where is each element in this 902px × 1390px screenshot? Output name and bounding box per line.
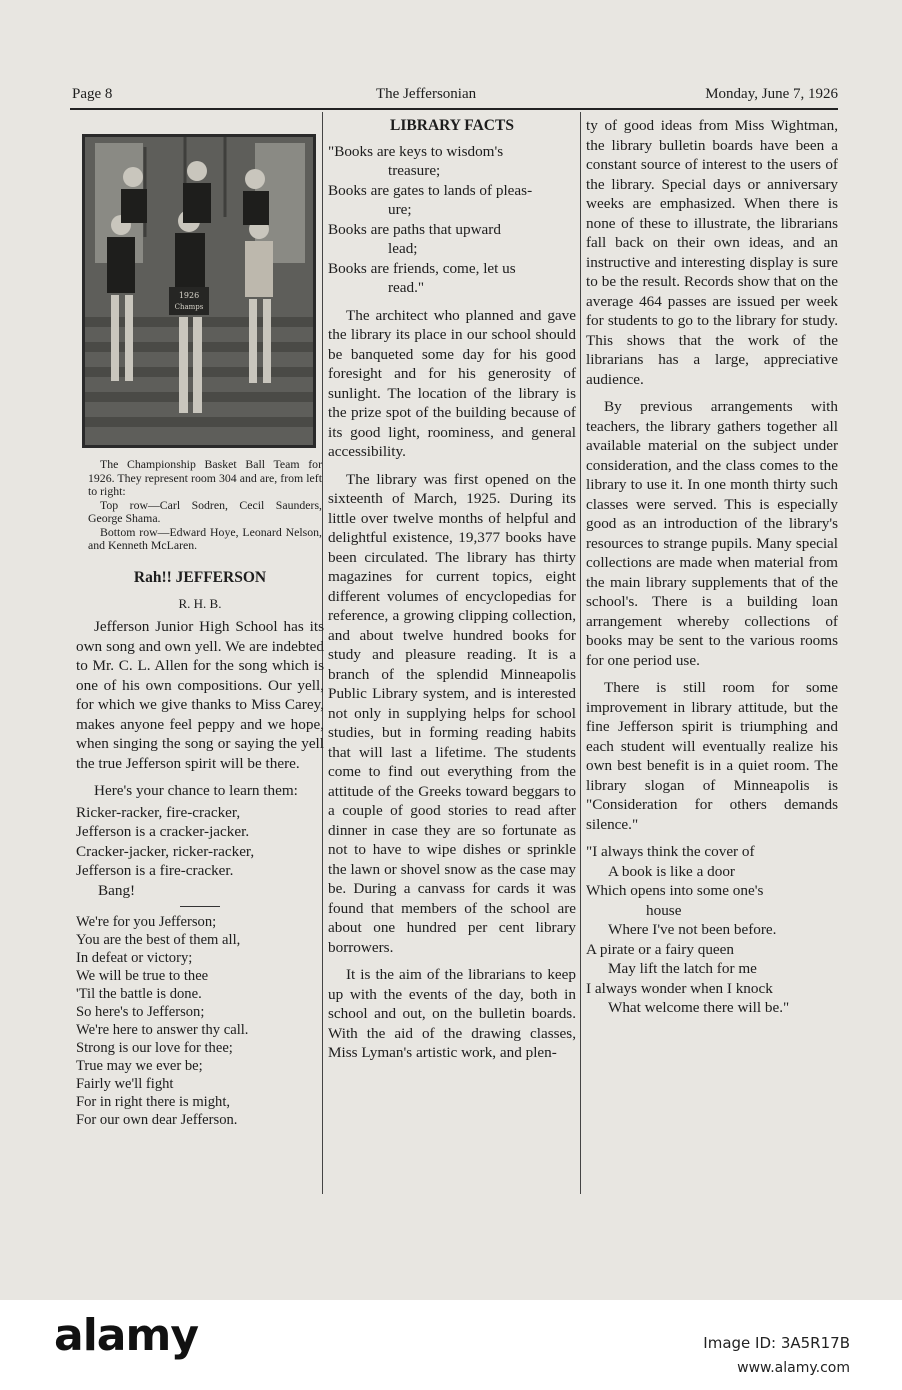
poem-line: Which opens into some one's bbox=[586, 882, 764, 899]
ball-label: Champs bbox=[174, 303, 204, 311]
door-poem bbox=[586, 842, 838, 1018]
verse-line: "Books are keys to wisdom's bbox=[328, 142, 504, 160]
library-verse bbox=[328, 142, 576, 298]
ball-year: 1926 bbox=[178, 291, 200, 300]
song-line: Strong is our love for thee; bbox=[76, 1040, 233, 1056]
song-line: So here's to Jefferson; bbox=[76, 1004, 205, 1020]
song-line: For our own dear Jefferson. bbox=[76, 1112, 238, 1128]
team-photo bbox=[82, 134, 316, 448]
article-paragraph: Here's your chance to learn them: bbox=[94, 782, 298, 799]
song-line: We will be true to thee bbox=[76, 968, 209, 984]
article-paragraph: The architect who planned and gave the library its place in our school should be banqueted some day for his good foresight and for his generosity of sunlight. The location of the library is the prize spot of the building because of its good light, roominess, and general accessibility. bbox=[328, 306, 576, 460]
yell-line: Cracker-jacker, ricker-racker, bbox=[76, 842, 255, 860]
verse-line: treasure; bbox=[388, 162, 441, 179]
caption-bottom-row: Bottom row—Edward Hoye, Leonard Nelson, and Kenneth McLaren. bbox=[88, 524, 322, 552]
library-facts-continued bbox=[586, 116, 838, 1018]
article-title: Rah!! JEFFERSON bbox=[133, 569, 267, 586]
article-paragraph: The library was first opened on the sixteenth of March, 1925. During its little over twelve months of helpful and delightful existence, 19,377 books have been circulated. The library has thirty magazines for current topics, eight different volumes of encyclopedias for reference, a growing clipping collection, and about twelve hundred books for study and pleasure reading. It is a branch of the splendid Minneapolis Public Library system, and is interested not only in supplying helps for school studies, but in forming reading habits that will last a lifetime. The students come to find out everything from the attitude of the Greeks toward beggars to a couple of good stories to read after dinner in case they are so fortunate as not to have to wipe dishes or sprinkle the lawn or shovel snow as the case may be. During a canvass for cards it was found that members of the school are about one hundred per cent library borrowers. bbox=[328, 470, 576, 956]
school-song bbox=[76, 913, 324, 1129]
verse-line: ure; bbox=[388, 201, 412, 218]
article-paragraph: By previous arrangements with teachers, the library gathers together all available material on the subject under consideration, and the class comes to the library to use it. In one month thirty such classes were served. This is especially good as an introduction of the library's resources to strange pupils. Many special collections are made when material from the main library supplements that of the school's. There is a building loan arrangement whereby collections of books may be sent to the various rooms for one period use. bbox=[586, 398, 838, 669]
poem-line: house bbox=[646, 901, 682, 919]
poem-line: What welcome there will be." bbox=[608, 999, 790, 1016]
song-line: In defeat or victory; bbox=[76, 950, 193, 966]
column-divider bbox=[580, 112, 581, 1194]
caption-text: The Championship Basket Ball Team for 1926. They represent room 304 and are, from left to right: bbox=[88, 457, 322, 498]
article-paragraph: Jefferson Junior High School has its own song and own yell. We are indebted to Mr. C. L. Allen for the song which is one of his own compositions. Our yell, for which we give thanks to Miss Carey, makes anyone feel peppy and we hope, when singing the song or saying the yell the true Jefferson spirit will be there. bbox=[76, 618, 324, 772]
poem-line: I always wonder when I knock bbox=[586, 979, 773, 997]
issue-date: Monday, June 7, 1926 bbox=[705, 86, 838, 102]
poem-line: A book is like a door bbox=[608, 862, 735, 880]
verse-line: Books are gates to lands of pleas- bbox=[328, 181, 533, 199]
image-id: Image ID: 3A5R17B bbox=[703, 1334, 850, 1352]
poem-line: Where I've not been before. bbox=[608, 921, 777, 938]
team-photo-illustration bbox=[85, 137, 313, 445]
article-paragraph: ty of good ideas from Miss Wightman, the library bulletin boards have been a constant source of interest to the users of the library. Special days or anniversary weeks are emphasized. When there is none of these to illustrate, the librarians fall back on their own ideas, and an instructive and interesting display is sure to be the result. Records show that on the average 464 passes are issued per week for students to go to the library for study. This shows that the work of the librarians has a large, appreciative audience. bbox=[586, 117, 838, 388]
article-title: LIBRARY FACTS bbox=[390, 117, 514, 134]
poem-line: "I always think the cover of bbox=[586, 843, 755, 860]
alamy-logo: alamy bbox=[54, 1310, 198, 1361]
school-yell bbox=[76, 803, 324, 901]
yell-line: Ricker-racker, fire-cracker, bbox=[76, 803, 241, 821]
yell-line: Bang! bbox=[98, 881, 136, 899]
article-byline: R. H. B. bbox=[178, 595, 222, 611]
yell-line: Jefferson is a fire-cracker. bbox=[76, 862, 234, 879]
song-line: We're for you Jefferson; bbox=[76, 914, 217, 930]
song-line: Fairly we'll fight bbox=[76, 1076, 174, 1092]
header-rule bbox=[70, 108, 838, 110]
page-header bbox=[72, 86, 838, 108]
yell-line: Jefferson is a cracker-jacker. bbox=[76, 823, 250, 840]
library-facts-article bbox=[328, 116, 576, 1071]
poem-line: A pirate or a fairy queen bbox=[586, 940, 735, 958]
song-line: 'Til the battle is done. bbox=[76, 986, 202, 1002]
verse-line: lead; bbox=[388, 240, 418, 257]
verse-line: Books are friends, come, let us bbox=[328, 259, 516, 277]
caption-top-row: Top row—Carl Sodren, Cecil Saunders, George Shama. bbox=[88, 497, 322, 525]
article-paragraph: It is the aim of the librarians to keep up with the events of the day, both in school and out, on the bulletin boards. With the aid of the drawing classes, Miss Lyman's artistic work, and plen- bbox=[328, 966, 576, 1061]
song-line: You are the best of them all, bbox=[76, 932, 241, 948]
song-line: We're here to answer thy call. bbox=[76, 1022, 249, 1038]
article-paragraph: There is still room for some improvement in library attitude, but the fine Jefferson spirit is triumphing and each student will eventually realize his own best benefit is in a quiet room. The library slogan of Minneapolis is "Consideration for others demands silence." bbox=[586, 679, 838, 833]
publication-title: The Jeffersonian bbox=[376, 86, 477, 102]
photo-caption bbox=[88, 458, 322, 553]
verse-line: Books are paths that upward bbox=[328, 220, 501, 238]
song-line: True may we ever be; bbox=[76, 1058, 203, 1074]
verse-line: read." bbox=[388, 279, 425, 296]
page-number: Page 8 bbox=[72, 86, 113, 102]
section-divider bbox=[180, 906, 220, 907]
poem-line: May lift the latch for me bbox=[608, 960, 757, 977]
rah-jefferson-article bbox=[76, 568, 324, 1129]
song-line: For in right there is might, bbox=[76, 1094, 231, 1110]
watermark-url: www.alamy.com bbox=[737, 1360, 850, 1376]
